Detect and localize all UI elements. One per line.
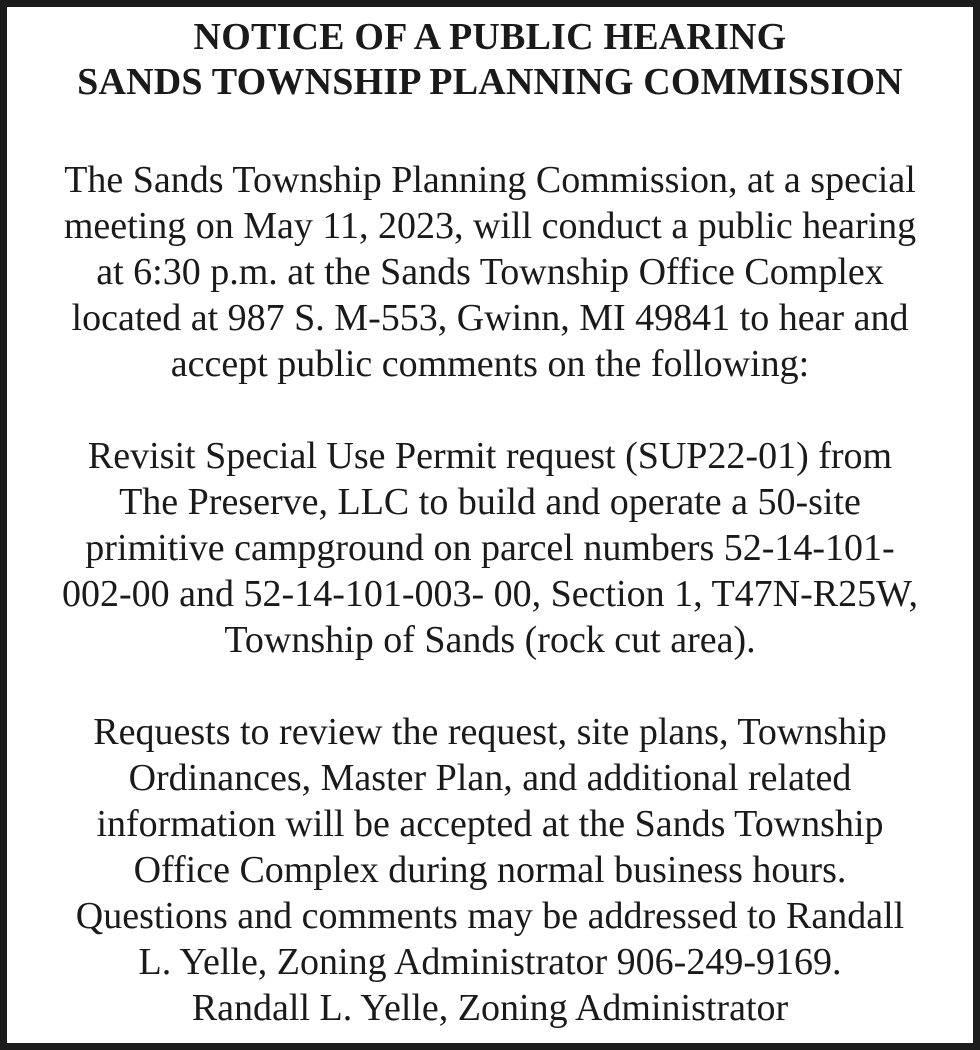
review-requests-paragraph	[7, 709, 973, 1031]
signature-line: Randall L. Yelle, Zoning Administrator	[191, 987, 789, 1029]
hearing-details-paragraph	[7, 157, 973, 387]
permit-request-paragraph	[7, 433, 973, 663]
text-line: Requests to review the request, site plans, Township	[93, 711, 887, 753]
text-line: located at 987 S. M-553, Gwinn, MI 49841 to hear and	[71, 297, 909, 339]
notice-heading	[7, 15, 973, 105]
text-line: 002-00 and 52-14-101-003- 00, Section 1, T47N-R25W,	[62, 573, 918, 615]
text-line: Office Complex during normal business hours.	[133, 849, 847, 891]
text-line: L. Yelle, Zoning Administrator 906-249-9169.	[138, 941, 842, 983]
heading-line-1: NOTICE OF A PUBLIC HEARING	[193, 16, 787, 58]
text-line: Township of Sands (rock cut area).	[224, 619, 756, 661]
text-line: information will be accepted at the Sands Township	[96, 803, 884, 845]
text-line: The Sands Township Planning Commission, at a special	[64, 159, 916, 201]
text-line: Questions and comments may be addressed to Randall	[75, 895, 905, 937]
text-line: at 6:30 p.m. at the Sands Township Office Complex	[96, 251, 884, 293]
text-line: primitive campground on parcel numbers 52-14-101-	[85, 527, 895, 569]
heading-line-2: SANDS TOWNSHIP PLANNING COMMISSION	[77, 61, 903, 103]
text-line: Revisit Special Use Permit request (SUP22-01) from	[87, 435, 893, 477]
text-line: accept public comments on the following:	[170, 343, 810, 385]
text-line: Ordinances, Master Plan, and additional related	[128, 757, 852, 799]
text-line: The Preserve, LLC to build and operate a 50-site	[119, 481, 861, 523]
text-line: meeting on May 11, 2023, will conduct a public hearing	[63, 205, 917, 247]
